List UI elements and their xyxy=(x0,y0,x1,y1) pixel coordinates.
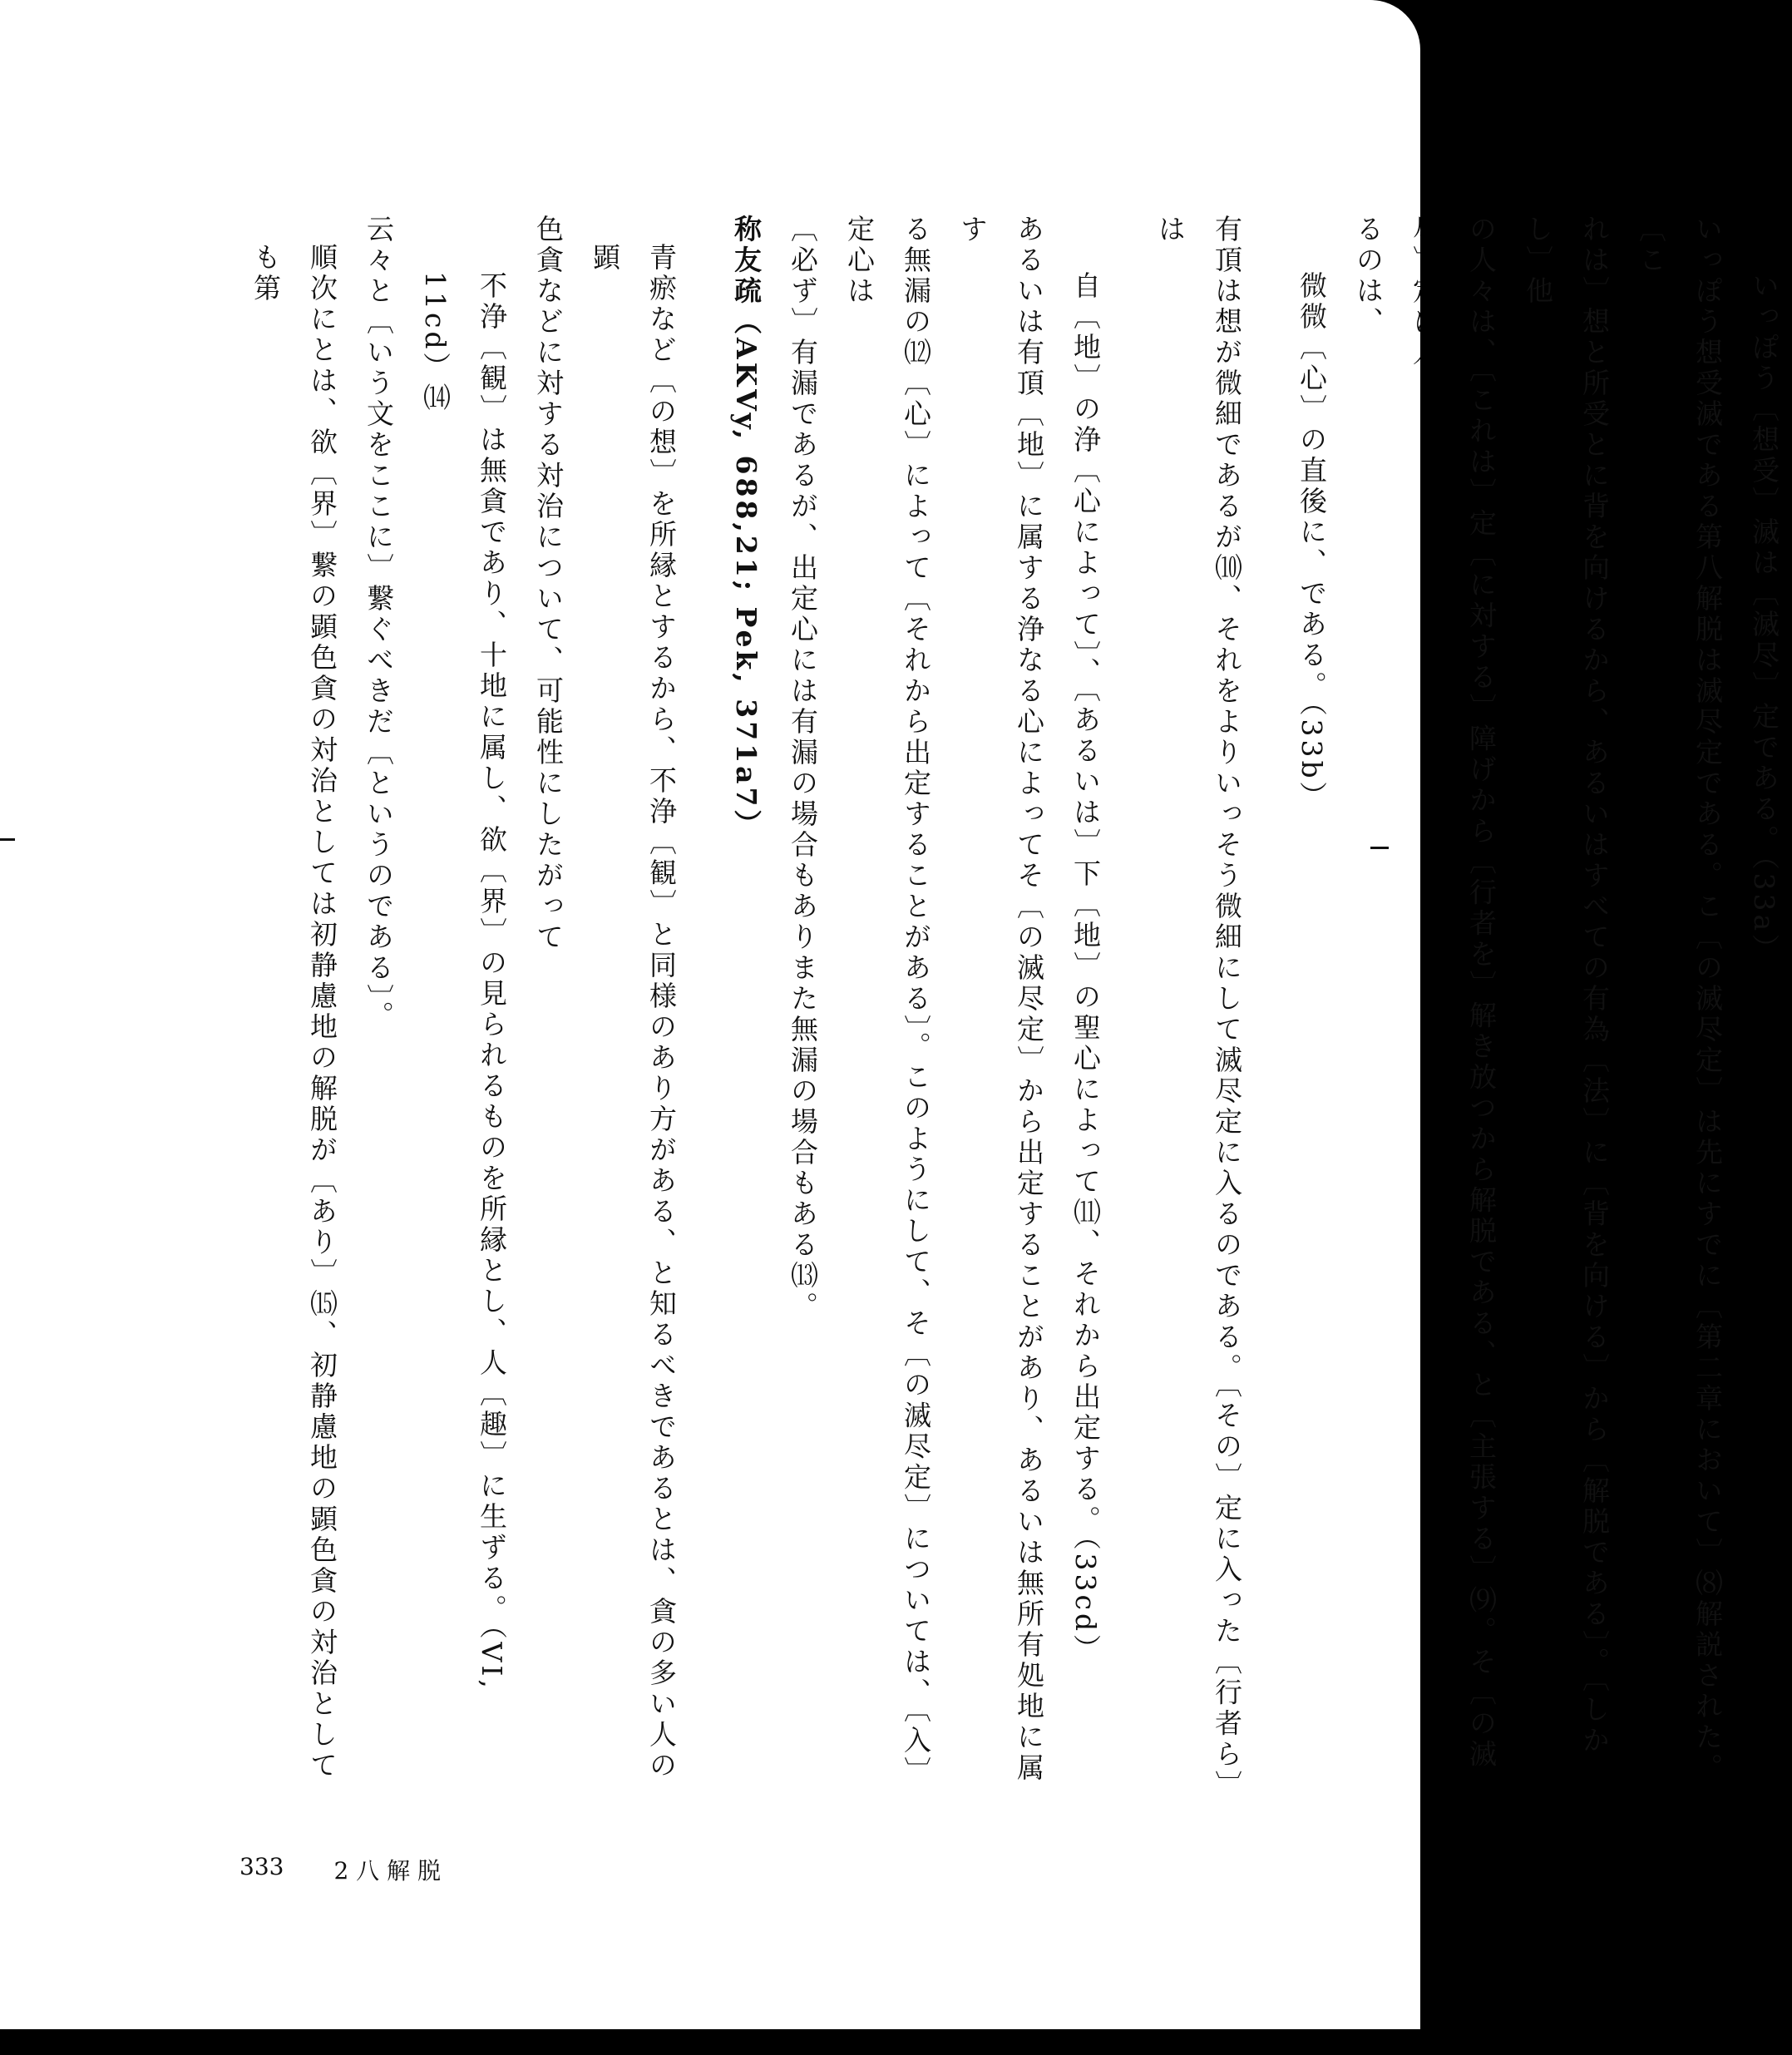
commentary-heading: 称友疏（AKVy, 688,21; Pek, 371a7） xyxy=(730,215,763,841)
prose-line: の人々は、〔これは〕定〔に対する〕障げから〔行者を〕解き放つから解脱である、と〔主張する〕⑼。そ〔の滅 xyxy=(1465,215,1498,1771)
prose-line: 青瘀など〔の想〕を所縁とするから、不浄〔観〕と同様のあり方がある、と知るべきであるとは、貪の多い人の顕 xyxy=(589,243,678,1781)
prose-line: 云々と〔いう文をここに〕繋ぐべきだ〔というのである〕。 xyxy=(363,215,395,1032)
prose-line: るのは、 xyxy=(1352,215,1385,338)
prose-line: いっぽう想受滅である第八解脱は滅尽定である。こ〔の滅尽定〕は先にすでに〔第二章において〕⑻解説された。〔こ xyxy=(1635,215,1724,1784)
verse-line: 不浄〔観〕は無貪であり、十地に属し、欲〔界〕の見られるものを所縁とし、人〔趣〕に生ずる。（VI, 11cd）⒁ xyxy=(419,271,508,1692)
prose-line: る無漏の⑿〔心〕によって〔それから出定することがある〕。このようにして、そ〔の滅尽定〕については、〔入〕定心は xyxy=(843,215,932,1787)
prose-line: 〔必ず〕有漏であるが、出定心には有漏の場合もありまた無漏の場合もある⒀。 xyxy=(787,215,819,1322)
scan-edge-right xyxy=(1420,0,1454,2055)
verse-line: 自〔地〕の浄〔心によって〕、〔あるいは〕下〔地〕の聖心によって⑾、それから出定する。（33cd） xyxy=(1069,271,1102,1666)
prose-line: れは〕想と所受とに背を向けるから、あるいはすべての有為〔法〕に〔背を向ける〕から〔解脱である〕。〔しかし〕他 xyxy=(1522,215,1611,1756)
running-section-title: 2 八 解 脱 xyxy=(333,1857,441,1885)
prose-line: 色貪などに対する対治について、可能性にしたがって xyxy=(532,215,565,953)
prose-line: 順次にとは、欲〔界〕繋の顕色貪の対治としては初静慮地の解脱が〔あり〕⒂、初静慮地の顕色貪の対治としても第 xyxy=(249,243,338,1781)
page-footer xyxy=(239,1853,441,1886)
verse-line: 微微〔心〕の直後に、である。（33b） xyxy=(1296,271,1328,813)
prose-line: あるいは有頂〔地〕に属する浄なる心によってそ〔の滅尽定〕から出定することがあり、あるいは無所有処地に属す xyxy=(956,215,1045,1784)
page-number: 333 xyxy=(239,1853,284,1880)
vertical-text-body xyxy=(237,215,1792,1795)
verse-line: いっぽう〔想受〕滅は〔滅尽〕定である。（33a） xyxy=(1748,271,1780,966)
prose-line: 有頂は想が微細であるが⑽、それをよりいっそう微細にして滅尽定に入るのである。〔その〕定に入った〔行者ら〕は xyxy=(1154,215,1243,1787)
scan-edge-bottom xyxy=(0,2029,1454,2055)
margin-tick-left xyxy=(0,838,15,841)
